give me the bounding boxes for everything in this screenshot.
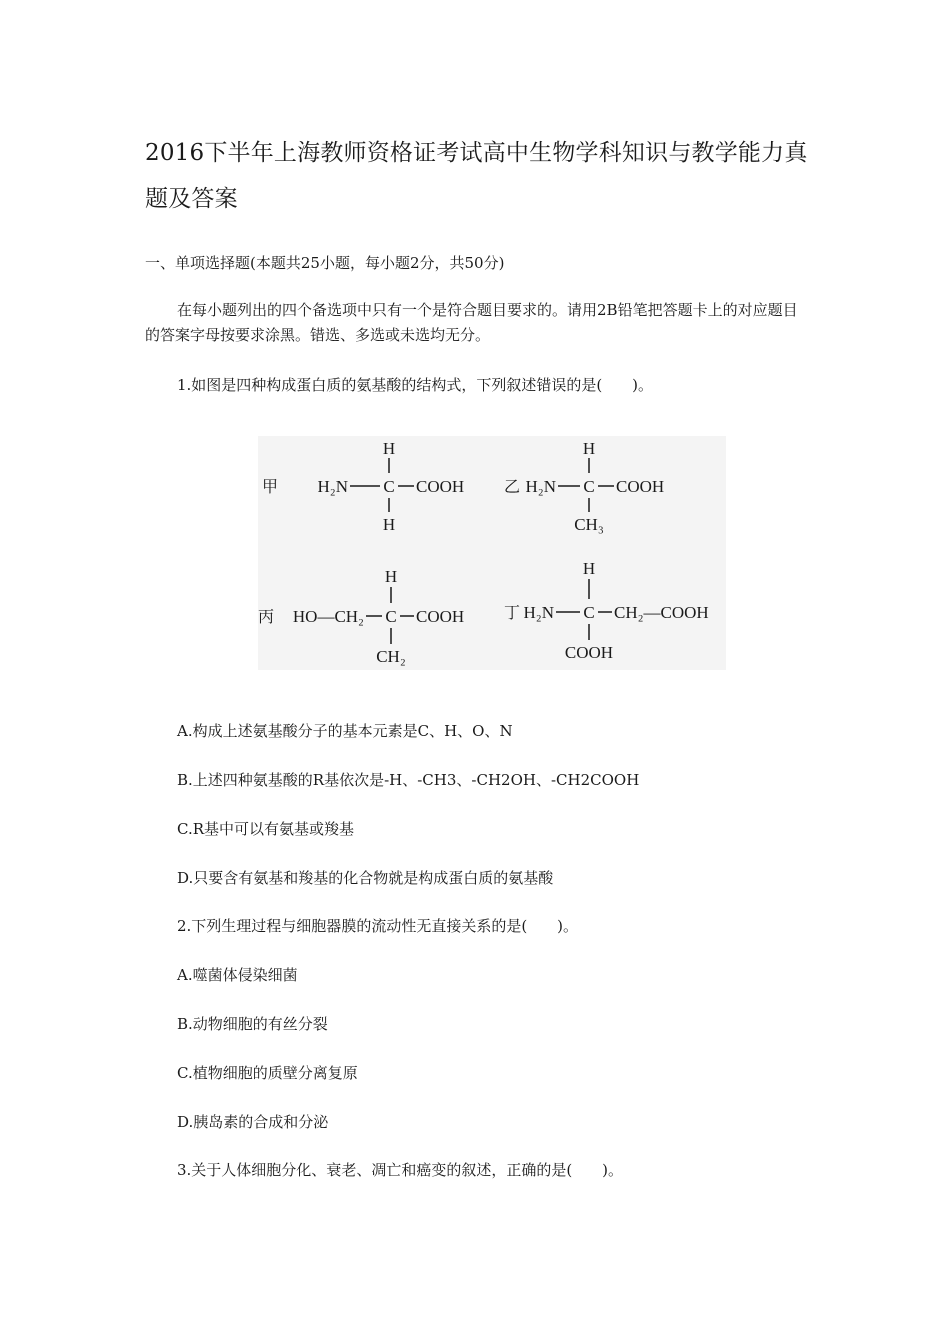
yi-bottom-group: CH₃ [574, 515, 604, 534]
question-1-option-c: C.R基中可以有氨基或羧基 [177, 820, 355, 838]
instructions-paragraph: 在每小题列出的四个备选项中只有一个是符合题目要求的。请用2B铅笔把答题卡上的对应题目的答案字母按要求涂黑。错选、多选或未选均无分。 [145, 301, 798, 344]
panel-label-ding: 丁 [504, 603, 521, 622]
jia-left-group: H₂N [317, 477, 348, 496]
yi-top-atom: H [582, 439, 596, 458]
figure-background [258, 436, 726, 670]
bing-bottom-group: CH₂ [376, 647, 406, 666]
panel-label-bing: 丙 [258, 607, 275, 626]
ding-alpha-carbon: C [583, 603, 595, 622]
jia-right-group: COOH [416, 477, 465, 496]
question-1-option-d: D.只要含有氨基和羧基的化合物就是构成蛋白质的氨基酸 [177, 869, 554, 887]
question-2-option-c: C.植物细胞的质壁分离复原 [177, 1064, 358, 1082]
panel-label-yi: 乙 [504, 477, 521, 496]
ding-left-group: H₂N [523, 603, 554, 622]
question-1-option-a: A.构成上述氨基酸分子的基本元素是C、H、O、N [177, 722, 513, 740]
yi-right-group: COOH [616, 477, 665, 496]
ding-bottom-group: COOH [564, 643, 614, 662]
question-1-option-b: B.上述四种氨基酸的R基依次是-H、-CH3、-CH2OH、-CH2COOH [177, 771, 640, 789]
yi-alpha-carbon: C [583, 477, 595, 496]
yi-left-group: H₂N [525, 477, 556, 496]
question-2-stem: 2.下列生理过程与细胞器膜的流动性无直接关系的是( )。 [177, 917, 579, 935]
ding-right-group: CH₂—COOH [614, 603, 709, 622]
question-2-option-d: D.胰岛素的合成和分泌 [177, 1113, 329, 1131]
bing-top-atom: H [384, 567, 398, 586]
bing-right-group: COOH [416, 607, 465, 626]
amino-acid-structures-svg [258, 436, 726, 670]
bing-alpha-carbon: C [385, 607, 397, 626]
panel-label-jia: 甲 [262, 477, 279, 496]
amino-acid-structure-figure [258, 436, 726, 670]
question-1-stem: 1.如图是四种构成蛋白质的氨基酸的结构式，下列叙述错误的是( )。 [177, 376, 654, 394]
bing-left-group: HO—CH₂ [292, 607, 364, 626]
section-heading: 一、单项选择题(本题共25小题，每小题2分，共50分) [145, 254, 505, 272]
jia-bottom-group: H [382, 515, 396, 534]
question-2-option-a: A.噬菌体侵染细菌 [177, 966, 298, 984]
question-3-stem: 3.关于人体细胞分化、衰老、凋亡和癌变的叙述，正确的是( )。 [177, 1161, 624, 1179]
ding-top-atom: H [582, 559, 596, 578]
jia-top-atom: H [382, 439, 396, 458]
document-title: 2016下半年上海教师资格证考试高中生物学科知识与教学能力真题及答案 [145, 140, 808, 212]
question-2-option-b: B.动物细胞的有丝分裂 [177, 1015, 328, 1033]
jia-alpha-carbon: C [383, 477, 395, 496]
